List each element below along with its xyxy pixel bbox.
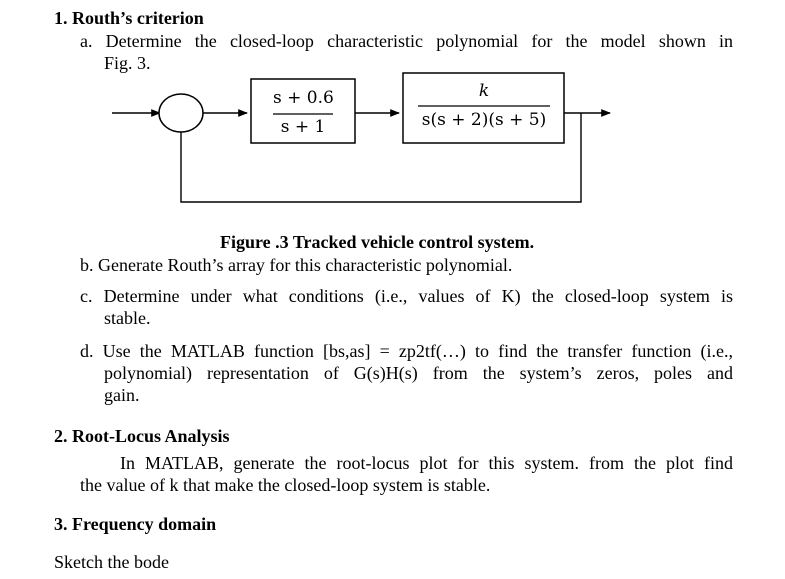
question-1c-line-1: c. Determine under what conditions (i.e., values of K) the closed-loop system is <box>80 286 733 306</box>
question-1a-line-2: Fig. 3. <box>104 53 151 73</box>
question-1d-line-1: d. Use the MATLAB function [bs,as] = zp2tf(…) to find the transfer function (i.e., <box>80 341 733 361</box>
section-2-title: 2. Root-Locus Analysis <box>54 426 230 446</box>
block-2-denominator: s(s + 2)(s + 5) <box>421 110 547 130</box>
figure-caption: Figure .3 Tracked vehicle control system. <box>220 232 535 252</box>
question-1c-line-2: stable. <box>104 308 151 328</box>
section-1-title: 1. Routh’s criterion <box>54 8 204 28</box>
question-1b: b. Generate Routh’s array for this characteristic polynomial. <box>80 255 513 275</box>
block-2-numerator: k <box>478 81 490 101</box>
section-2-line-2: the value of k that make the closed-loop system is stable. <box>80 475 491 495</box>
question-1d-line-3: gain. <box>104 385 140 405</box>
question-1d-line-2: polynomial) representation of G(s)H(s) from the system’s zeros, poles and <box>104 363 733 383</box>
summing-junction <box>159 94 203 132</box>
question-1a-line-1: a. Determine the closed-loop characteristic polynomial for the model shown in <box>80 31 733 51</box>
section-2-line-1: In MATLAB, generate the root-locus plot for this system. from the plot find <box>120 453 733 473</box>
block-1-numerator: s + 0.6 <box>273 88 334 108</box>
section-3-title: 3. Frequency domain <box>54 514 217 534</box>
block-1-denominator: s + 1 <box>280 117 326 137</box>
section-3-text: Sketch the bode <box>54 552 169 572</box>
